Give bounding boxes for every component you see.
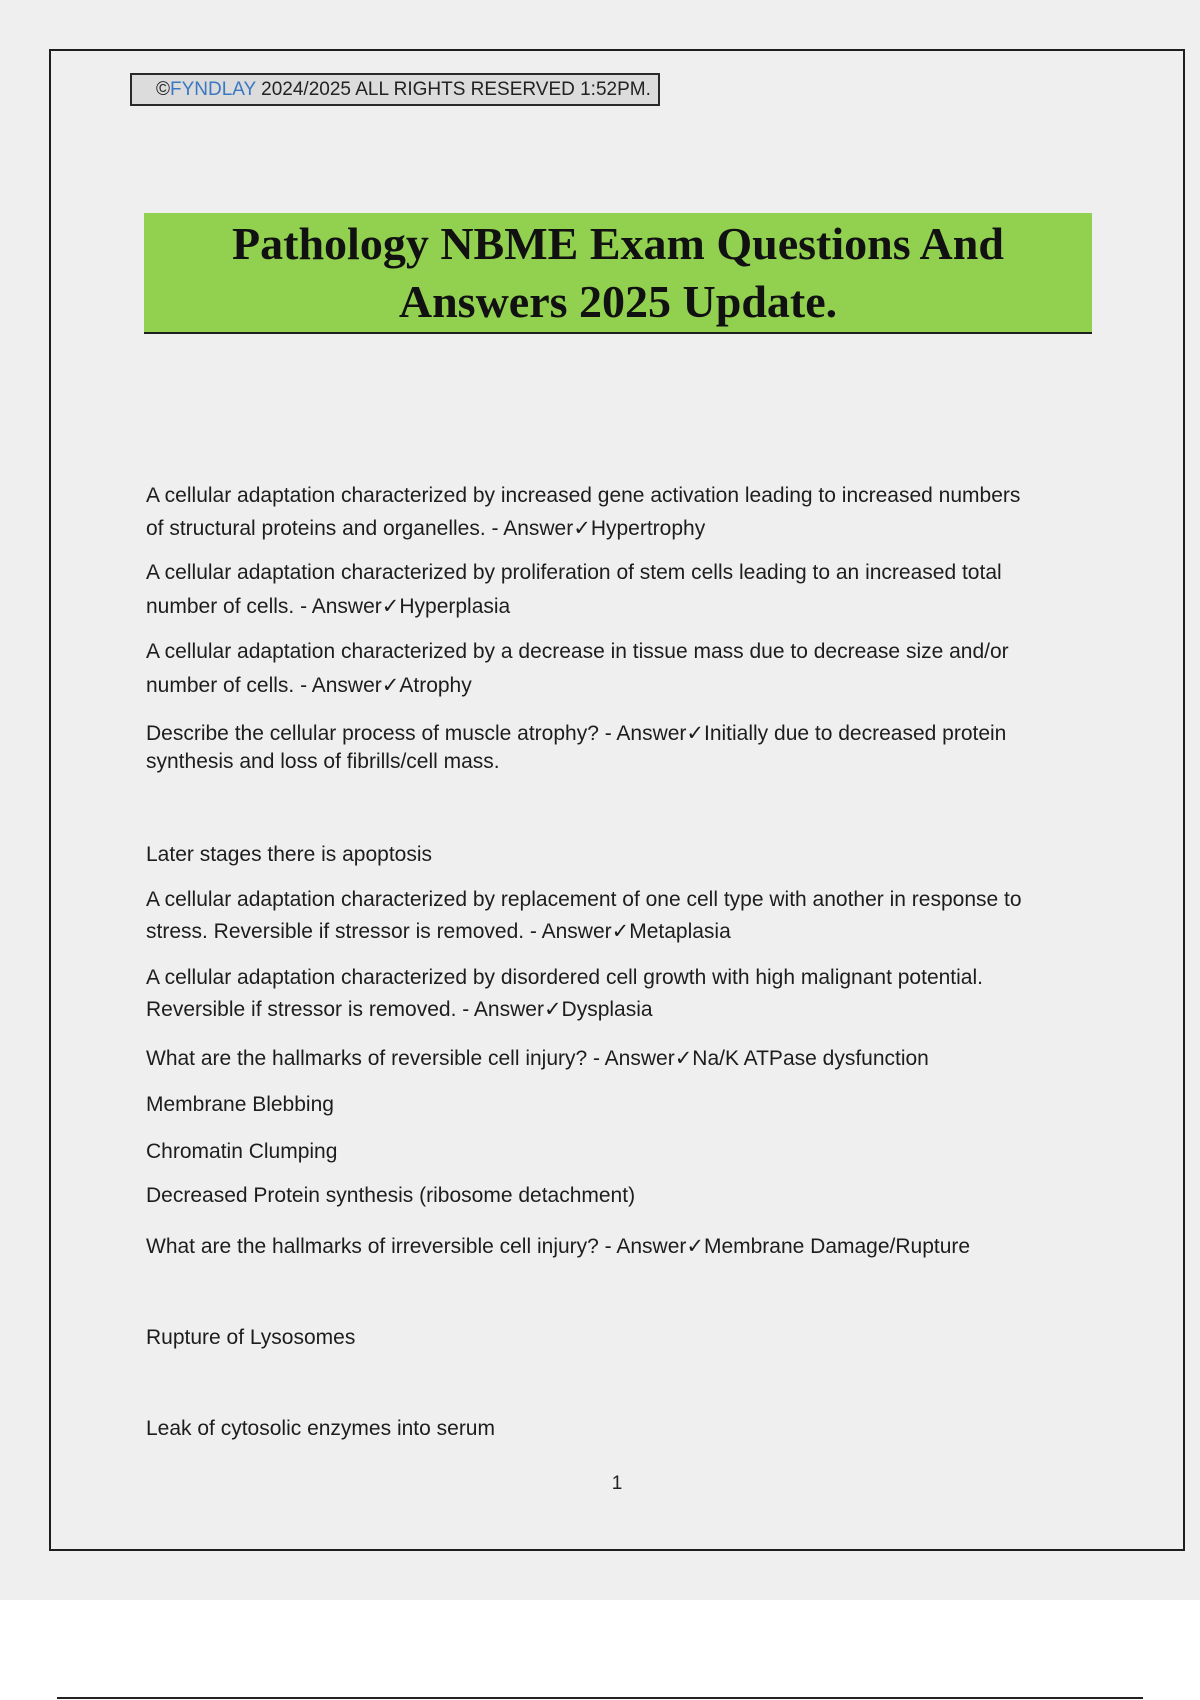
question-atrophy-line-2: number of cells. - Answer✓Atrophy bbox=[146, 674, 472, 697]
title-banner bbox=[144, 213, 1092, 334]
answer-leak-cytosolic-enzymes: Leak of cytosolic enzymes into serum bbox=[146, 1417, 495, 1440]
question-reversible-injury: What are the hallmarks of reversible cell injury? - Answer✓Na/K ATPase dysfunction bbox=[146, 1047, 929, 1070]
answer-later-stages: Later stages there is apoptosis bbox=[146, 843, 433, 866]
question-dysplasia-line-2: Reversible if stressor is removed. - Answer✓Dysplasia bbox=[146, 998, 653, 1021]
question-muscle-atrophy-line-2: synthesis and loss of fibrills/cell mass. bbox=[146, 750, 500, 773]
answer-rupture-lysosomes: Rupture of Lysosomes bbox=[146, 1326, 356, 1349]
question-dysplasia-line-1: A cellular adaptation characterized by disordered cell growth with high malignant potential. bbox=[146, 966, 983, 989]
question-hypertrophy-line-2: of structural proteins and organelles. - Answer✓Hypertrophy bbox=[146, 517, 706, 540]
page-number: 1 bbox=[611, 1473, 623, 1494]
copyright-text: 2024/2025 ALL RIGHTS RESERVED 1:52PM. bbox=[255, 79, 651, 100]
question-irreversible-injury: What are the hallmarks of irreversible cell injury? - Answer✓Membrane Damage/Rupture bbox=[146, 1235, 971, 1258]
title-line-2: Answers 2025 Update. bbox=[398, 275, 838, 327]
copyright-brand: FYNDLAY bbox=[170, 79, 256, 100]
answer-chromatin-clumping: Chromatin Clumping bbox=[146, 1140, 338, 1163]
question-muscle-atrophy-line-1: Describe the cellular process of muscle atrophy? - Answer✓Initially due to decreased protein bbox=[146, 722, 1007, 745]
copyright-symbol: © bbox=[156, 79, 170, 100]
answer-decreased-protein-synthesis: Decreased Protein synthesis (ribosome detachment) bbox=[146, 1184, 636, 1207]
question-hyperplasia-line-1: A cellular adaptation characterized by proliferation of stem cells leading to an increased total bbox=[146, 561, 1002, 584]
copyright-notice bbox=[130, 73, 660, 106]
next-page-top-rule bbox=[57, 1697, 1143, 1699]
question-metaplasia-line-1: A cellular adaptation characterized by replacement of one cell type with another in response to bbox=[146, 888, 1022, 911]
question-metaplasia-line-2: stress. Reversible if stressor is removed. - Answer✓Metaplasia bbox=[146, 920, 731, 943]
question-hyperplasia-line-2: number of cells. - Answer✓Hyperplasia bbox=[146, 595, 511, 618]
answer-membrane-blebbing: Membrane Blebbing bbox=[146, 1093, 334, 1116]
page-title bbox=[188, 215, 1048, 331]
title-line-1: Pathology NBME Exam Questions And bbox=[232, 217, 1004, 269]
question-hypertrophy-line-1: A cellular adaptation characterized by increased gene activation leading to increased numbers bbox=[146, 484, 1021, 507]
question-atrophy-line-1: A cellular adaptation characterized by a decrease in tissue mass due to decrease size and/or bbox=[146, 640, 1009, 663]
